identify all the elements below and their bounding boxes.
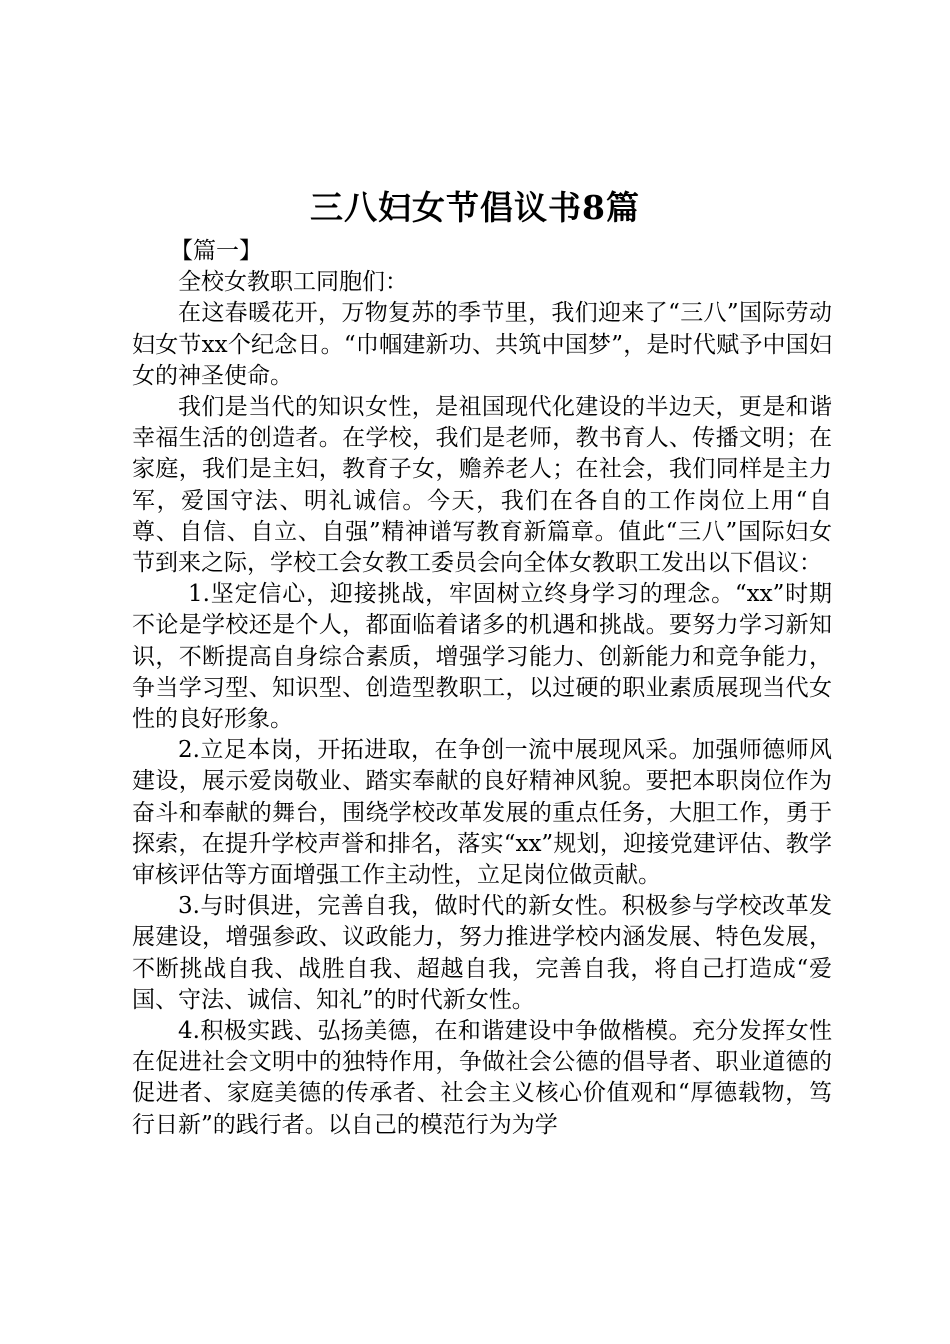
salutation: 全校女教职工同胞们：	[178, 269, 408, 296]
section-heading: 【篇一】	[170, 238, 262, 264]
initiative-item: 2.立足本岗，开拓进取，在争创一流中展现风采。加强师德师风建设，展示爱岗敬业、踏实奉献的良好精神风貌。要把本职岗位作为奋斗和奉献的舞台，围绕学校改革发展的重点任务，大胆工作，勇于探索，在提升学校声誉和排名，落实“xx”规划，迎接党建评估、教学审核评估等方面增强工作主动性，立足岗位做贡献。	[132, 737, 832, 889]
initiative-item: 3.与时俱进，完善自我，做时代的新女性。积极参与学校改革发展建设，增强参政、议政能力，努力推进学校内涵发展、特色发展，不断挑战自我、战胜自我、超越自我，完善自我，将自己打造成“爱国、守法、诚信、知礼”的时代新女性。	[132, 893, 832, 1013]
initiative-item: 1.坚定信心，迎接挑战，牢固树立终身学习的理念。“xx”时期不论是学校还是个人，都面临着诸多的机遇和挑战。要努力学习新知识，不断提高自身综合素质，增强学习能力、创新能力和竞争能力，争当学习型、知识型、创造型教职工，以过硬的职业素质展现当代女性的良好形象。	[132, 581, 832, 733]
initiative-item: 4.积极实践、弘扬美德，在和谐建设中争做楷模。充分发挥女性在促进社会文明中的独特作用，争做社会公德的倡导者、职业道德的促进者、家庭美德的传承者、社会主义核心价值观和“厚德载物，笃行日新”的践行者。以自己的模范行为为学	[132, 1018, 832, 1138]
document-title: 三八妇女节倡议书8篇	[310, 188, 640, 227]
paragraph: 我们是当代的知识女性，是祖国现代化建设的半边天，更是和谐幸福生活的创造者。在学校，我们是老师，教书育人、传播文明；在家庭，我们是主妇，教育子女，赡养老人；在社会，我们同样是主力军，爱国守法、明礼诚信。今天，我们在各自的工作岗位上用“自尊、自信、自立、自强”精神谱写教育新篇章。值此“三八”国际妇女节到来之际，学校工会女教工委员会向全体女教职工发出以下倡议：	[132, 394, 832, 577]
document-body	[132, 236, 832, 1141]
paragraph: 在这春暖花开，万物复苏的季节里，我们迎来了“三八”国际劳动妇女节xx个纪念日。“巾帼建新功、共筑中国梦”，是时代赋予中国妇女的神圣使命。	[132, 300, 832, 389]
